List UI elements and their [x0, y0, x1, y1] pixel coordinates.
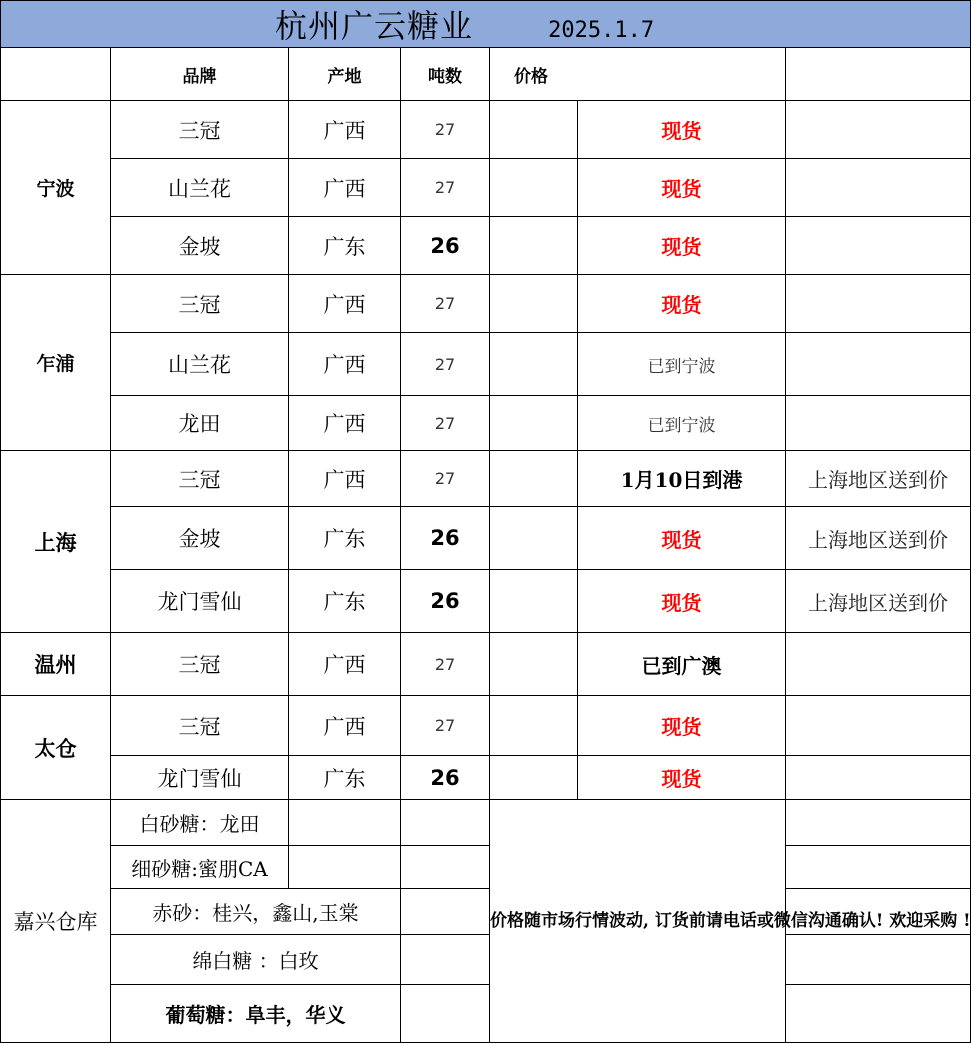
- cell-price[interactable]: [490, 275, 578, 333]
- cell-price[interactable]: [490, 451, 578, 507]
- cell-brand[interactable]: 三冠: [111, 275, 289, 333]
- cell-origin[interactable]: 广西: [289, 451, 401, 507]
- cell-price[interactable]: [490, 101, 578, 159]
- cell-note[interactable]: 上海地区送到价: [786, 570, 971, 633]
- cell-status[interactable]: 已到宁波: [578, 333, 786, 396]
- region-ningbo[interactable]: 宁波: [1, 101, 111, 275]
- cell-tons[interactable]: 27: [401, 451, 490, 507]
- cell-origin[interactable]: 广东: [289, 217, 401, 275]
- cell-note[interactable]: [786, 217, 971, 275]
- cell-note[interactable]: [786, 333, 971, 396]
- cell-tons[interactable]: 27: [401, 333, 490, 396]
- cell-note[interactable]: [786, 846, 971, 889]
- cell-origin[interactable]: 广西: [289, 333, 401, 396]
- cell-note[interactable]: [786, 800, 971, 846]
- cell-status[interactable]: 现货: [578, 507, 786, 570]
- cell-note[interactable]: [786, 101, 971, 159]
- cell-tons[interactable]: 26: [401, 217, 490, 275]
- cell-brand[interactable]: 龙田: [111, 396, 289, 451]
- cell-note[interactable]: [786, 396, 971, 451]
- cell-brand[interactable]: 三冠: [111, 633, 289, 696]
- column-header-note[interactable]: [786, 48, 971, 101]
- cell-status[interactable]: 现货: [578, 217, 786, 275]
- column-header-price[interactable]: 价格: [490, 48, 786, 101]
- cell-brand[interactable]: 金坡: [111, 507, 289, 570]
- cell-status[interactable]: 现货: [578, 696, 786, 756]
- jiaxing-item[interactable]: 细砂糖:蜜朋CA: [111, 846, 289, 889]
- cell-tons[interactable]: 27: [401, 633, 490, 696]
- price-notice[interactable]: 价格随市场行情波动, 订货前请电话或微信沟通确认! 欢迎采购 !: [490, 800, 786, 1043]
- cell-origin[interactable]: 广东: [289, 507, 401, 570]
- cell-origin[interactable]: 广东: [289, 570, 401, 633]
- cell-origin[interactable]: 广西: [289, 159, 401, 217]
- cell-status[interactable]: 已到宁波: [578, 396, 786, 451]
- cell-price[interactable]: [490, 696, 578, 756]
- cell-origin[interactable]: 广东: [289, 756, 401, 800]
- cell-tons[interactable]: 26: [401, 756, 490, 800]
- cell-blank[interactable]: [289, 846, 401, 889]
- column-header-origin[interactable]: 产地: [289, 48, 401, 101]
- cell-price[interactable]: [490, 333, 578, 396]
- cell-brand[interactable]: 三冠: [111, 101, 289, 159]
- cell-price[interactable]: [490, 756, 578, 800]
- region-shanghai[interactable]: 上海: [1, 451, 111, 633]
- cell-blank[interactable]: [401, 985, 490, 1043]
- cell-brand[interactable]: 龙门雪仙: [111, 756, 289, 800]
- cell-note[interactable]: 上海地区送到价: [786, 451, 971, 507]
- cell-price[interactable]: [490, 507, 578, 570]
- cell-blank[interactable]: [401, 935, 490, 985]
- column-header-tons[interactable]: 吨数: [401, 48, 490, 101]
- cell-tons[interactable]: 27: [401, 159, 490, 217]
- cell-origin[interactable]: 广西: [289, 101, 401, 159]
- sheet-date: 2025.1.7: [548, 18, 655, 43]
- cell-status[interactable]: 已到广澳: [578, 633, 786, 696]
- cell-note[interactable]: [786, 696, 971, 756]
- cell-blank[interactable]: [401, 889, 490, 935]
- region-taicang[interactable]: 太仓: [1, 696, 111, 800]
- cell-status[interactable]: 现货: [578, 159, 786, 217]
- cell-brand[interactable]: 三冠: [111, 696, 289, 756]
- cell-note[interactable]: [786, 756, 971, 800]
- cell-note[interactable]: [786, 985, 971, 1043]
- cell-tons[interactable]: 27: [401, 101, 490, 159]
- cell-status[interactable]: 1月10日到港: [578, 451, 786, 507]
- cell-note[interactable]: [786, 159, 971, 217]
- jiaxing-item[interactable]: 葡萄糖：阜丰，华义: [111, 985, 401, 1043]
- cell-price[interactable]: [490, 633, 578, 696]
- cell-tons[interactable]: 27: [401, 396, 490, 451]
- jiaxing-item[interactable]: 白砂糖：龙田: [111, 800, 289, 846]
- cell-tons[interactable]: 27: [401, 275, 490, 333]
- cell-origin[interactable]: 广西: [289, 396, 401, 451]
- region-wenzhou[interactable]: 温州: [1, 633, 111, 696]
- cell-tons[interactable]: 26: [401, 570, 490, 633]
- jiaxing-item[interactable]: 赤砂：桂兴，鑫山,玉棠: [111, 889, 401, 935]
- cell-price[interactable]: [490, 570, 578, 633]
- cell-note[interactable]: [786, 275, 971, 333]
- cell-price[interactable]: [490, 159, 578, 217]
- column-header-brand[interactable]: 品牌: [111, 48, 289, 101]
- cell-brand[interactable]: 龙门雪仙: [111, 570, 289, 633]
- cell-tons[interactable]: 27: [401, 696, 490, 756]
- cell-origin[interactable]: 广西: [289, 633, 401, 696]
- cell-blank[interactable]: [401, 800, 490, 846]
- sheet-header: [1, 1, 971, 48]
- company-title: 杭州广云糖业: [275, 7, 474, 45]
- cell-status[interactable]: 现货: [578, 756, 786, 800]
- corner-cell[interactable]: [1, 48, 111, 101]
- cell-note[interactable]: 上海地区送到价: [786, 507, 971, 570]
- cell-price[interactable]: [490, 217, 578, 275]
- cell-status[interactable]: 现货: [578, 570, 786, 633]
- cell-blank[interactable]: [401, 846, 490, 889]
- cell-note[interactable]: [786, 935, 971, 985]
- cell-brand[interactable]: 金坡: [111, 217, 289, 275]
- cell-origin[interactable]: 广西: [289, 275, 401, 333]
- cell-status[interactable]: 现货: [578, 275, 786, 333]
- region-zhapu[interactable]: 乍浦: [1, 275, 111, 451]
- cell-brand[interactable]: 山兰花: [111, 159, 289, 217]
- cell-price[interactable]: [490, 396, 578, 451]
- cell-brand[interactable]: 三冠: [111, 451, 289, 507]
- cell-blank[interactable]: [289, 800, 401, 846]
- jiaxing-item[interactable]: 绵白糖 ：白玫: [111, 935, 401, 985]
- cell-brand[interactable]: 山兰花: [111, 333, 289, 396]
- cell-note[interactable]: [786, 633, 971, 696]
- region-jiaxing[interactable]: 嘉兴仓库: [1, 800, 111, 1043]
- cell-tons[interactable]: 26: [401, 507, 490, 570]
- cell-status[interactable]: 现货: [578, 101, 786, 159]
- cell-origin[interactable]: 广西: [289, 696, 401, 756]
